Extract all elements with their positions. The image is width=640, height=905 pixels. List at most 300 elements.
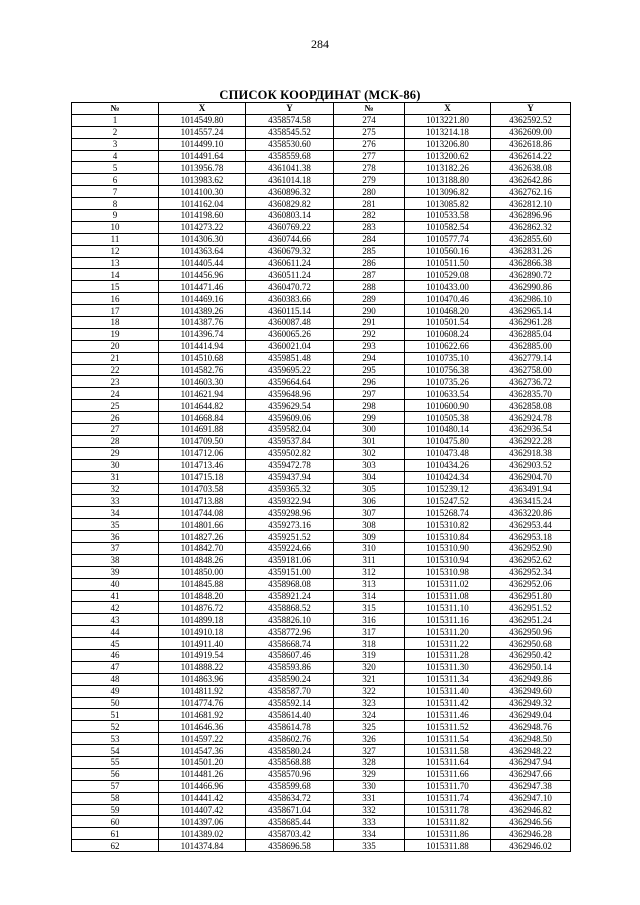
column-header-y-left: Y (246, 103, 334, 115)
y-coordinate-cell: 4362758.00 (491, 364, 571, 376)
y-coordinate-cell: 4360829.82 (246, 198, 334, 210)
point-number-cell: 291 (334, 317, 405, 329)
y-coordinate-cell: 4362949.86 (491, 673, 571, 685)
x-coordinate-cell: 1015311.08 (405, 590, 491, 602)
x-coordinate-cell: 1015247.52 (405, 495, 491, 507)
table-row (72, 328, 571, 340)
column-header-x-right: X (405, 103, 491, 115)
y-coordinate-cell: 4362953.18 (491, 531, 571, 543)
point-number-cell: 58 (72, 792, 159, 804)
x-coordinate-cell: 1010424.34 (405, 471, 491, 483)
x-coordinate-cell: 1014713.46 (159, 459, 246, 471)
point-number-cell: 41 (72, 590, 159, 602)
column-header-y-right: Y (491, 103, 571, 115)
y-coordinate-cell: 4362952.90 (491, 542, 571, 554)
x-coordinate-cell: 1015311.58 (405, 745, 491, 757)
x-coordinate-cell: 1010529.08 (405, 269, 491, 281)
point-number-cell: 330 (334, 780, 405, 792)
y-coordinate-cell: 4360744.66 (246, 233, 334, 245)
table-row (72, 126, 571, 138)
x-coordinate-cell: 1014827.26 (159, 531, 246, 543)
y-coordinate-cell: 4358530.60 (246, 138, 334, 150)
x-coordinate-cell: 1010470.46 (405, 293, 491, 305)
point-number-cell: 302 (334, 447, 405, 459)
y-coordinate-cell: 4358568.88 (246, 756, 334, 768)
x-coordinate-cell: 1014273.22 (159, 221, 246, 233)
point-number-cell: 5 (72, 162, 159, 174)
point-number-cell: 1 (72, 114, 159, 126)
point-number-cell: 3 (72, 138, 159, 150)
x-coordinate-cell: 1014306.30 (159, 233, 246, 245)
y-coordinate-cell: 4358696.58 (246, 840, 334, 852)
point-number-cell: 277 (334, 150, 405, 162)
point-number-cell: 309 (334, 531, 405, 543)
point-number-cell: 34 (72, 507, 159, 519)
point-number-cell: 30 (72, 459, 159, 471)
y-coordinate-cell: 4362950.14 (491, 661, 571, 673)
point-number-cell: 324 (334, 709, 405, 721)
y-coordinate-cell: 4359648.96 (246, 388, 334, 400)
y-coordinate-cell: 4361014.18 (246, 174, 334, 186)
x-coordinate-cell: 1013214.18 (405, 126, 491, 138)
point-number-cell: 47 (72, 661, 159, 673)
point-number-cell: 313 (334, 578, 405, 590)
point-number-cell: 280 (334, 186, 405, 198)
point-number-cell: 292 (334, 328, 405, 340)
table-row (72, 780, 571, 792)
y-coordinate-cell: 4360470.72 (246, 281, 334, 293)
y-coordinate-cell: 4359437.94 (246, 471, 334, 483)
point-number-cell: 13 (72, 257, 159, 269)
x-coordinate-cell: 1015310.90 (405, 542, 491, 554)
x-coordinate-cell: 1013206.80 (405, 138, 491, 150)
point-number-cell: 15 (72, 281, 159, 293)
y-coordinate-cell: 4363220.86 (491, 507, 571, 519)
x-coordinate-cell: 1014456.96 (159, 269, 246, 281)
y-coordinate-cell: 4362951.24 (491, 614, 571, 626)
y-coordinate-cell: 4362951.52 (491, 602, 571, 614)
y-coordinate-cell: 4359582.04 (246, 424, 334, 436)
point-number-cell: 331 (334, 792, 405, 804)
table-row (72, 840, 571, 852)
point-number-cell: 38 (72, 554, 159, 566)
y-coordinate-cell: 4359502.82 (246, 447, 334, 459)
point-number-cell: 8 (72, 198, 159, 210)
x-coordinate-cell: 1014549.80 (159, 114, 246, 126)
x-coordinate-cell: 1015311.66 (405, 768, 491, 780)
x-coordinate-cell: 1010582.54 (405, 221, 491, 233)
point-number-cell: 17 (72, 305, 159, 317)
point-number-cell: 332 (334, 804, 405, 816)
x-coordinate-cell: 1014646.36 (159, 721, 246, 733)
point-number-cell: 274 (334, 114, 405, 126)
x-coordinate-cell: 1015311.22 (405, 638, 491, 650)
point-number-cell: 326 (334, 733, 405, 745)
point-number-cell: 294 (334, 352, 405, 364)
x-coordinate-cell: 1013096.82 (405, 186, 491, 198)
table-row (72, 257, 571, 269)
point-number-cell: 321 (334, 673, 405, 685)
y-coordinate-cell: 4362855.60 (491, 233, 571, 245)
x-coordinate-cell: 1010433.00 (405, 281, 491, 293)
point-number-cell: 318 (334, 638, 405, 650)
point-number-cell: 310 (334, 542, 405, 554)
column-header-number-left: № (72, 103, 159, 115)
y-coordinate-cell: 4362946.56 (491, 816, 571, 828)
x-coordinate-cell: 1014712.06 (159, 447, 246, 459)
y-coordinate-cell: 4362986.10 (491, 293, 571, 305)
point-number-cell: 20 (72, 340, 159, 352)
x-coordinate-cell: 1015310.98 (405, 566, 491, 578)
y-coordinate-cell: 4362779.14 (491, 352, 571, 364)
point-number-cell: 315 (334, 602, 405, 614)
table-row (72, 649, 571, 661)
point-number-cell: 11 (72, 233, 159, 245)
x-coordinate-cell: 1014848.20 (159, 590, 246, 602)
table-row (72, 483, 571, 495)
table-row (72, 317, 571, 329)
table-row (72, 495, 571, 507)
point-number-cell: 33 (72, 495, 159, 507)
point-number-cell: 304 (334, 471, 405, 483)
y-coordinate-cell: 4358574.58 (246, 114, 334, 126)
y-coordinate-cell: 4362592.52 (491, 114, 571, 126)
point-number-cell: 26 (72, 412, 159, 424)
point-number-cell: 279 (334, 174, 405, 186)
y-coordinate-cell: 4362965.14 (491, 305, 571, 317)
point-number-cell: 284 (334, 233, 405, 245)
y-coordinate-cell: 4362947.94 (491, 756, 571, 768)
point-number-cell: 57 (72, 780, 159, 792)
y-coordinate-cell: 4359472.78 (246, 459, 334, 471)
point-number-cell: 44 (72, 626, 159, 638)
table-row (72, 471, 571, 483)
y-coordinate-cell: 4362885.00 (491, 340, 571, 352)
y-coordinate-cell: 4362950.42 (491, 649, 571, 661)
y-coordinate-cell: 4359537.84 (246, 435, 334, 447)
point-number-cell: 50 (72, 697, 159, 709)
y-coordinate-cell: 4359609.06 (246, 412, 334, 424)
point-number-cell: 288 (334, 281, 405, 293)
x-coordinate-cell: 1013983.62 (159, 174, 246, 186)
table-row (72, 150, 571, 162)
x-coordinate-cell: 1014876.72 (159, 602, 246, 614)
y-coordinate-cell: 4358685.44 (246, 816, 334, 828)
table-row (72, 412, 571, 424)
x-coordinate-cell: 1014621.94 (159, 388, 246, 400)
x-coordinate-cell: 1014681.92 (159, 709, 246, 721)
x-coordinate-cell: 1015311.78 (405, 804, 491, 816)
point-number-cell: 334 (334, 828, 405, 840)
y-coordinate-cell: 4359273.16 (246, 519, 334, 531)
point-number-cell: 61 (72, 828, 159, 840)
point-number-cell: 319 (334, 649, 405, 661)
table-row (72, 804, 571, 816)
y-coordinate-cell: 4361041.38 (246, 162, 334, 174)
point-number-cell: 12 (72, 245, 159, 257)
x-coordinate-cell: 1015311.30 (405, 661, 491, 673)
y-coordinate-cell: 4362952.34 (491, 566, 571, 578)
y-coordinate-cell: 4360021.04 (246, 340, 334, 352)
y-coordinate-cell: 4362924.78 (491, 412, 571, 424)
x-coordinate-cell: 1014441.42 (159, 792, 246, 804)
point-number-cell: 296 (334, 376, 405, 388)
point-number-cell: 24 (72, 388, 159, 400)
table-row (72, 447, 571, 459)
y-coordinate-cell: 4362890.72 (491, 269, 571, 281)
table-row (72, 221, 571, 233)
y-coordinate-cell: 4358614.78 (246, 721, 334, 733)
y-coordinate-cell: 4362952.06 (491, 578, 571, 590)
point-number-cell: 289 (334, 293, 405, 305)
table-row (72, 661, 571, 673)
point-number-cell: 53 (72, 733, 159, 745)
x-coordinate-cell: 1014510.68 (159, 352, 246, 364)
x-coordinate-cell: 1015311.86 (405, 828, 491, 840)
point-number-cell: 25 (72, 400, 159, 412)
table-row (72, 340, 571, 352)
table-row (72, 459, 571, 471)
x-coordinate-cell: 1014888.22 (159, 661, 246, 673)
table-row (72, 768, 571, 780)
y-coordinate-cell: 4362922.28 (491, 435, 571, 447)
table-row (72, 162, 571, 174)
point-number-cell: 316 (334, 614, 405, 626)
point-number-cell: 278 (334, 162, 405, 174)
table-row (72, 352, 571, 364)
y-coordinate-cell: 4358868.52 (246, 602, 334, 614)
y-coordinate-cell: 4362949.32 (491, 697, 571, 709)
y-coordinate-cell: 4362948.50 (491, 733, 571, 745)
document-title: СПИСОК КООРДИНАТ (МСК-86) (219, 88, 421, 102)
point-number-cell: 37 (72, 542, 159, 554)
y-coordinate-cell: 4362866.38 (491, 257, 571, 269)
x-coordinate-cell: 1010468.20 (405, 305, 491, 317)
y-coordinate-cell: 4358592.14 (246, 697, 334, 709)
point-number-cell: 2 (72, 126, 159, 138)
y-coordinate-cell: 4360679.32 (246, 245, 334, 257)
table-row (72, 531, 571, 543)
table-row (72, 673, 571, 685)
point-number-cell: 287 (334, 269, 405, 281)
y-coordinate-cell: 4358671.04 (246, 804, 334, 816)
point-number-cell: 32 (72, 483, 159, 495)
x-coordinate-cell: 1014919.54 (159, 649, 246, 661)
y-coordinate-cell: 4358545.52 (246, 126, 334, 138)
table-row (72, 697, 571, 709)
table-row (72, 186, 571, 198)
x-coordinate-cell: 1014842.70 (159, 542, 246, 554)
x-coordinate-cell: 1014848.26 (159, 554, 246, 566)
y-coordinate-cell: 4362947.38 (491, 780, 571, 792)
point-number-cell: 283 (334, 221, 405, 233)
point-number-cell: 297 (334, 388, 405, 400)
table-row (72, 828, 571, 840)
x-coordinate-cell: 1014845.88 (159, 578, 246, 590)
y-coordinate-cell: 4362946.02 (491, 840, 571, 852)
x-coordinate-cell: 1014414.94 (159, 340, 246, 352)
point-number-cell: 22 (72, 364, 159, 376)
x-coordinate-cell: 1014863.96 (159, 673, 246, 685)
table-row (72, 590, 571, 602)
point-number-cell: 295 (334, 364, 405, 376)
table-row (72, 709, 571, 721)
table-row (72, 554, 571, 566)
y-coordinate-cell: 4362903.52 (491, 459, 571, 471)
x-coordinate-cell: 1014501.20 (159, 756, 246, 768)
y-coordinate-cell: 4359151.00 (246, 566, 334, 578)
y-coordinate-cell: 4362947.66 (491, 768, 571, 780)
table-row (72, 721, 571, 733)
y-coordinate-cell: 4362949.04 (491, 709, 571, 721)
y-coordinate-cell: 4362618.86 (491, 138, 571, 150)
y-coordinate-cell: 4358772.96 (246, 626, 334, 638)
x-coordinate-cell: 1015311.16 (405, 614, 491, 626)
x-coordinate-cell: 1014389.02 (159, 828, 246, 840)
point-number-cell: 56 (72, 768, 159, 780)
table-row (72, 626, 571, 638)
x-coordinate-cell: 1013182.26 (405, 162, 491, 174)
point-number-cell: 31 (72, 471, 159, 483)
point-number-cell: 290 (334, 305, 405, 317)
point-number-cell: 305 (334, 483, 405, 495)
x-coordinate-cell: 1015311.64 (405, 756, 491, 768)
y-coordinate-cell: 4360087.48 (246, 317, 334, 329)
y-coordinate-cell: 4362835.70 (491, 388, 571, 400)
point-number-cell: 43 (72, 614, 159, 626)
table-header-row (72, 103, 571, 115)
x-coordinate-cell: 1014397.06 (159, 816, 246, 828)
y-coordinate-cell: 4362952.62 (491, 554, 571, 566)
x-coordinate-cell: 1014774.76 (159, 697, 246, 709)
point-number-cell: 55 (72, 756, 159, 768)
table-row (72, 816, 571, 828)
x-coordinate-cell: 1010473.48 (405, 447, 491, 459)
y-coordinate-cell: 4358614.40 (246, 709, 334, 721)
y-coordinate-cell: 4362949.60 (491, 685, 571, 697)
point-number-cell: 307 (334, 507, 405, 519)
x-coordinate-cell: 1014162.04 (159, 198, 246, 210)
table-row (72, 638, 571, 650)
x-coordinate-cell: 1015311.34 (405, 673, 491, 685)
y-coordinate-cell: 4362946.28 (491, 828, 571, 840)
x-coordinate-cell: 1014557.24 (159, 126, 246, 138)
y-coordinate-cell: 4362812.10 (491, 198, 571, 210)
point-number-cell: 276 (334, 138, 405, 150)
y-coordinate-cell: 4359224.66 (246, 542, 334, 554)
point-number-cell: 10 (72, 221, 159, 233)
y-coordinate-cell: 4358607.46 (246, 649, 334, 661)
table-row (72, 424, 571, 436)
y-coordinate-cell: 4358826.10 (246, 614, 334, 626)
x-coordinate-cell: 1013085.82 (405, 198, 491, 210)
table-row (72, 792, 571, 804)
x-coordinate-cell: 1014387.76 (159, 317, 246, 329)
x-coordinate-cell: 1015311.02 (405, 578, 491, 590)
point-number-cell: 36 (72, 531, 159, 543)
point-number-cell: 285 (334, 245, 405, 257)
table-row (72, 542, 571, 554)
x-coordinate-cell: 1014374.84 (159, 840, 246, 852)
point-number-cell: 314 (334, 590, 405, 602)
x-coordinate-cell: 1015311.74 (405, 792, 491, 804)
y-coordinate-cell: 4362990.86 (491, 281, 571, 293)
x-coordinate-cell: 1014811.92 (159, 685, 246, 697)
x-coordinate-cell: 1014198.60 (159, 210, 246, 222)
y-coordinate-cell: 4358570.96 (246, 768, 334, 780)
y-coordinate-cell: 4362948.76 (491, 721, 571, 733)
coordinates-table (71, 102, 571, 852)
point-number-cell: 325 (334, 721, 405, 733)
point-number-cell: 333 (334, 816, 405, 828)
y-coordinate-cell: 4363491.94 (491, 483, 571, 495)
y-coordinate-cell: 4362948.22 (491, 745, 571, 757)
y-coordinate-cell: 4359851.48 (246, 352, 334, 364)
x-coordinate-cell: 1014603.30 (159, 376, 246, 388)
y-coordinate-cell: 4359695.22 (246, 364, 334, 376)
point-number-cell: 52 (72, 721, 159, 733)
point-number-cell: 59 (72, 804, 159, 816)
y-coordinate-cell: 4362858.08 (491, 400, 571, 412)
point-number-cell: 28 (72, 435, 159, 447)
x-coordinate-cell: 1010633.54 (405, 388, 491, 400)
x-coordinate-cell: 1015311.54 (405, 733, 491, 745)
y-coordinate-cell: 4362614.22 (491, 150, 571, 162)
x-coordinate-cell: 1015311.40 (405, 685, 491, 697)
x-coordinate-cell: 1013200.62 (405, 150, 491, 162)
x-coordinate-cell: 1013188.80 (405, 174, 491, 186)
y-coordinate-cell: 4358599.68 (246, 780, 334, 792)
x-coordinate-cell: 1013956.78 (159, 162, 246, 174)
x-coordinate-cell: 1015239.12 (405, 483, 491, 495)
y-coordinate-cell: 4360511.24 (246, 269, 334, 281)
x-coordinate-cell: 1010560.16 (405, 245, 491, 257)
y-coordinate-cell: 4359365.32 (246, 483, 334, 495)
x-coordinate-cell: 1014911.40 (159, 638, 246, 650)
point-number-cell: 6 (72, 174, 159, 186)
y-coordinate-cell: 4362961.28 (491, 317, 571, 329)
x-coordinate-cell: 1010756.38 (405, 364, 491, 376)
y-coordinate-cell: 4360769.22 (246, 221, 334, 233)
y-coordinate-cell: 4362946.82 (491, 804, 571, 816)
x-coordinate-cell: 1014850.00 (159, 566, 246, 578)
point-number-cell: 19 (72, 328, 159, 340)
table-row (72, 745, 571, 757)
point-number-cell: 298 (334, 400, 405, 412)
y-coordinate-cell: 4362936.54 (491, 424, 571, 436)
x-coordinate-cell: 1014547.36 (159, 745, 246, 757)
point-number-cell: 54 (72, 745, 159, 757)
table-row (72, 376, 571, 388)
y-coordinate-cell: 4359322.94 (246, 495, 334, 507)
y-coordinate-cell: 4360896.32 (246, 186, 334, 198)
table-row (72, 507, 571, 519)
x-coordinate-cell: 1010608.24 (405, 328, 491, 340)
x-coordinate-cell: 1014691.88 (159, 424, 246, 436)
x-coordinate-cell: 1014405.44 (159, 257, 246, 269)
table-row (72, 174, 571, 186)
table-body (72, 114, 571, 851)
y-coordinate-cell: 4362951.80 (491, 590, 571, 602)
point-number-cell: 39 (72, 566, 159, 578)
x-coordinate-cell: 1014100.30 (159, 186, 246, 198)
point-number-cell: 9 (72, 210, 159, 222)
x-coordinate-cell: 1010434.26 (405, 459, 491, 471)
point-number-cell: 45 (72, 638, 159, 650)
y-coordinate-cell: 4360383.66 (246, 293, 334, 305)
point-number-cell: 312 (334, 566, 405, 578)
x-coordinate-cell: 1014389.26 (159, 305, 246, 317)
